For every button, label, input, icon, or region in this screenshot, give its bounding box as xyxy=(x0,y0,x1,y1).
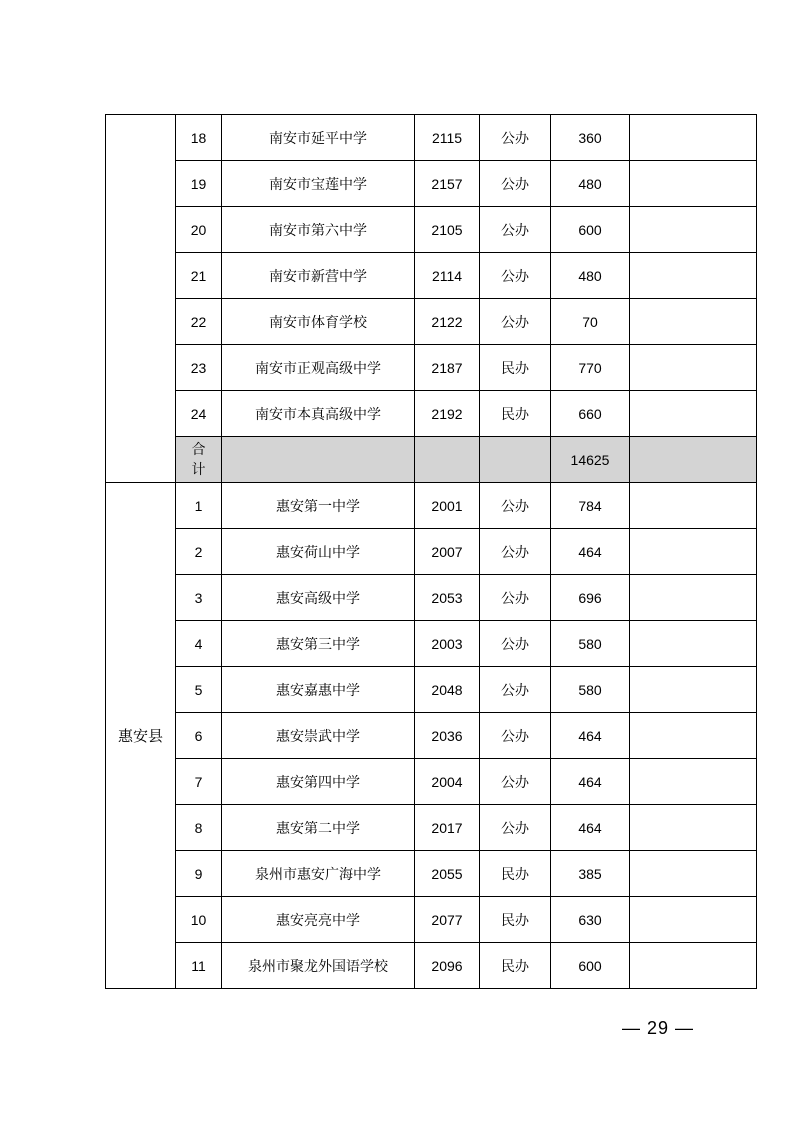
school-type: 公办 xyxy=(480,713,551,759)
total-note xyxy=(630,437,757,483)
total-empty-type xyxy=(480,437,551,483)
table-row xyxy=(106,621,757,667)
total-empty-code xyxy=(415,437,480,483)
school-type: 公办 xyxy=(480,207,551,253)
table-row xyxy=(106,253,757,299)
note-cell xyxy=(630,253,757,299)
school-code: 2077 xyxy=(415,897,480,943)
school-code: 2053 xyxy=(415,575,480,621)
row-number: 19 xyxy=(176,161,222,207)
school-quota-table xyxy=(105,114,757,989)
note-cell xyxy=(630,943,757,989)
table-row xyxy=(106,207,757,253)
school-type: 民办 xyxy=(480,943,551,989)
school-code: 2187 xyxy=(415,345,480,391)
table-row xyxy=(106,161,757,207)
school-name: 南安市体育学校 xyxy=(222,299,415,345)
school-name: 南安市正观高级中学 xyxy=(222,345,415,391)
quota-value: 696 xyxy=(551,575,630,621)
school-code: 2055 xyxy=(415,851,480,897)
quota-value: 580 xyxy=(551,667,630,713)
row-number: 8 xyxy=(176,805,222,851)
table-row xyxy=(106,805,757,851)
row-number: 7 xyxy=(176,759,222,805)
school-name: 惠安崇武中学 xyxy=(222,713,415,759)
row-number: 1 xyxy=(176,483,222,529)
school-name: 泉州市聚龙外国语学校 xyxy=(222,943,415,989)
quota-value: 464 xyxy=(551,759,630,805)
row-number: 6 xyxy=(176,713,222,759)
page-number: — 29 — xyxy=(621,1018,695,1038)
quota-value: 630 xyxy=(551,897,630,943)
school-code: 2115 xyxy=(415,115,480,161)
school-type: 公办 xyxy=(480,621,551,667)
table-row xyxy=(106,391,757,437)
quota-value: 464 xyxy=(551,805,630,851)
school-name: 南安市延平中学 xyxy=(222,115,415,161)
school-type: 民办 xyxy=(480,345,551,391)
school-code: 2105 xyxy=(415,207,480,253)
school-name: 惠安第四中学 xyxy=(222,759,415,805)
table-row xyxy=(106,759,757,805)
school-type: 民办 xyxy=(480,851,551,897)
table-row xyxy=(106,299,757,345)
quota-value: 480 xyxy=(551,161,630,207)
table-row xyxy=(106,667,757,713)
total-row xyxy=(106,437,757,483)
school-type: 公办 xyxy=(480,253,551,299)
school-name: 惠安亮亮中学 xyxy=(222,897,415,943)
school-name: 南安市第六中学 xyxy=(222,207,415,253)
total-label: 合计 xyxy=(176,437,222,483)
quota-value: 784 xyxy=(551,483,630,529)
school-name: 泉州市惠安广海中学 xyxy=(222,851,415,897)
row-number: 10 xyxy=(176,897,222,943)
row-number: 11 xyxy=(176,943,222,989)
row-number: 21 xyxy=(176,253,222,299)
school-type: 公办 xyxy=(480,529,551,575)
school-code: 2007 xyxy=(415,529,480,575)
school-code: 2001 xyxy=(415,483,480,529)
school-type: 公办 xyxy=(480,483,551,529)
school-type: 公办 xyxy=(480,115,551,161)
note-cell xyxy=(630,667,757,713)
school-name: 惠安第三中学 xyxy=(222,621,415,667)
quota-value: 660 xyxy=(551,391,630,437)
quota-value: 385 xyxy=(551,851,630,897)
school-code: 2096 xyxy=(415,943,480,989)
note-cell xyxy=(630,621,757,667)
school-name: 南安市本真高级中学 xyxy=(222,391,415,437)
note-cell xyxy=(630,161,757,207)
school-type: 民办 xyxy=(480,391,551,437)
row-number: 9 xyxy=(176,851,222,897)
note-cell xyxy=(630,851,757,897)
school-name: 惠安嘉惠中学 xyxy=(222,667,415,713)
note-cell xyxy=(630,897,757,943)
quota-value: 480 xyxy=(551,253,630,299)
table-row xyxy=(106,483,757,529)
school-code: 2192 xyxy=(415,391,480,437)
note-cell xyxy=(630,759,757,805)
note-cell xyxy=(630,805,757,851)
note-cell xyxy=(630,299,757,345)
quota-value: 360 xyxy=(551,115,630,161)
note-cell xyxy=(630,529,757,575)
row-number: 18 xyxy=(176,115,222,161)
school-type: 公办 xyxy=(480,759,551,805)
total-empty-name xyxy=(222,437,415,483)
school-code: 2003 xyxy=(415,621,480,667)
note-cell xyxy=(630,713,757,759)
note-cell xyxy=(630,391,757,437)
district-cell-nanan xyxy=(106,115,176,483)
note-cell xyxy=(630,207,757,253)
table-row xyxy=(106,575,757,621)
table-row xyxy=(106,713,757,759)
school-name: 惠安荷山中学 xyxy=(222,529,415,575)
row-number: 4 xyxy=(176,621,222,667)
quota-value: 580 xyxy=(551,621,630,667)
school-code: 2157 xyxy=(415,161,480,207)
school-type: 公办 xyxy=(480,575,551,621)
school-type: 公办 xyxy=(480,161,551,207)
school-code: 2114 xyxy=(415,253,480,299)
school-type: 民办 xyxy=(480,897,551,943)
row-number: 20 xyxy=(176,207,222,253)
note-cell xyxy=(630,115,757,161)
school-type: 公办 xyxy=(480,299,551,345)
quota-value: 600 xyxy=(551,943,630,989)
note-cell xyxy=(630,483,757,529)
quota-value: 70 xyxy=(551,299,630,345)
row-number: 5 xyxy=(176,667,222,713)
quota-value: 464 xyxy=(551,713,630,759)
total-quota: 14625 xyxy=(551,437,630,483)
table-row xyxy=(106,115,757,161)
note-cell xyxy=(630,575,757,621)
row-number: 23 xyxy=(176,345,222,391)
school-name: 南安市宝莲中学 xyxy=(222,161,415,207)
table-row xyxy=(106,851,757,897)
row-number: 2 xyxy=(176,529,222,575)
school-code: 2004 xyxy=(415,759,480,805)
school-name: 惠安第一中学 xyxy=(222,483,415,529)
quota-value: 600 xyxy=(551,207,630,253)
row-number: 3 xyxy=(176,575,222,621)
school-code: 2017 xyxy=(415,805,480,851)
school-code: 2048 xyxy=(415,667,480,713)
row-number: 22 xyxy=(176,299,222,345)
school-code: 2122 xyxy=(415,299,480,345)
table-row xyxy=(106,897,757,943)
table-row xyxy=(106,529,757,575)
table-row xyxy=(106,943,757,989)
school-name: 南安市新营中学 xyxy=(222,253,415,299)
school-name: 惠安第二中学 xyxy=(222,805,415,851)
table-row xyxy=(106,345,757,391)
note-cell xyxy=(630,345,757,391)
table-body xyxy=(106,115,757,989)
school-name: 惠安高级中学 xyxy=(222,575,415,621)
school-code: 2036 xyxy=(415,713,480,759)
school-type: 公办 xyxy=(480,667,551,713)
quota-value: 464 xyxy=(551,529,630,575)
school-type: 公办 xyxy=(480,805,551,851)
quota-value: 770 xyxy=(551,345,630,391)
row-number: 24 xyxy=(176,391,222,437)
district-cell-huian: 惠安县 xyxy=(106,483,176,989)
